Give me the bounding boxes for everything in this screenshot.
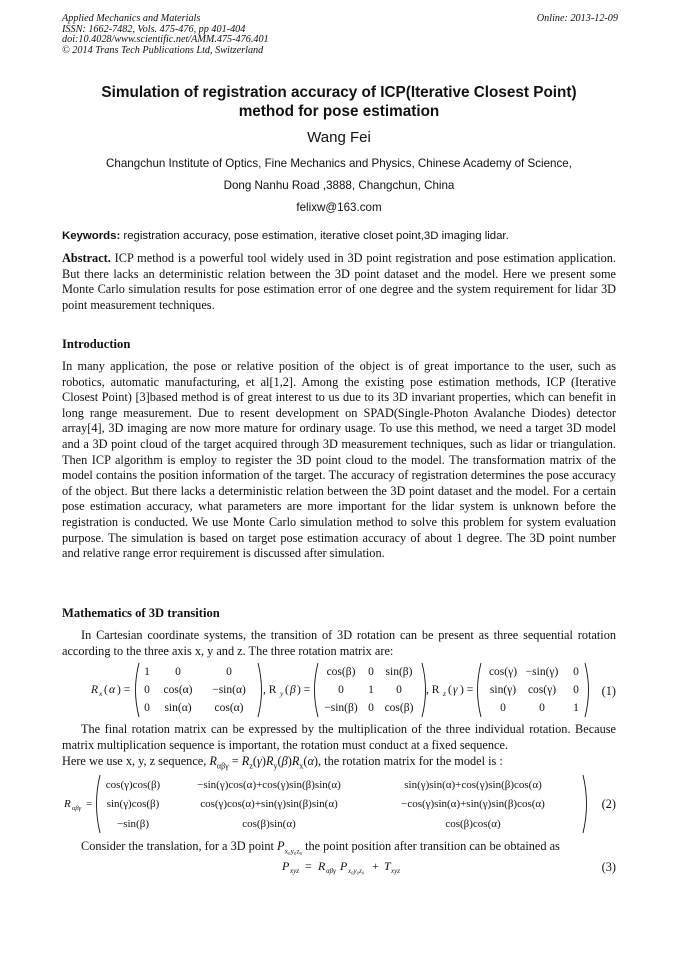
r-cell-0-1: −sin(γ)cos(α)+cos(γ)sin(β)sin(α) <box>197 779 341 791</box>
rx-cell-0-0: 1 <box>144 666 150 678</box>
ry-beta: β <box>290 684 296 696</box>
p4-pre: Consider the translation, for a 3D point <box>81 839 274 853</box>
rx-cell-1-1: cos(α) <box>163 684 193 696</box>
ry-cell-1-0: 0 <box>338 684 344 696</box>
abstract-label: Abstract. <box>62 251 111 265</box>
keywords <box>62 229 616 245</box>
rx-symbol: R <box>91 684 99 696</box>
svg-text:R: R <box>64 798 71 810</box>
title-line-2: method for pose estimation <box>238 103 440 120</box>
equation-3-number: (3) <box>601 860 616 874</box>
abstract-text: ICP method is a powerful tool widely used in 3D point registration and pose estimation application. But there lacks an deterministic relation between the 3D point dataset and the model. Here we present some Monte Carlo simulation results for pose estimation error of one degree and the system requirement for lidar 3D point measurement techniques. <box>62 251 616 312</box>
mathematics-heading: Mathematics of 3D transition <box>62 606 220 620</box>
ry-cell-2-1: 0 <box>368 702 374 714</box>
mathematics-paragraph-3: Here we use x, y, z sequence, $R_{\alpha\beta\gamma} = R_z(\gamma)R_y(\beta)R_x(\alpha)$, the rotation matrix for the model is : <box>62 754 503 771</box>
r-cell-1-1: cos(γ)cos(α)+sin(γ)sin(β)sin(α) <box>200 798 338 810</box>
author-name: Wang Fei <box>307 129 371 146</box>
r-cell-2-2: cos(β)cos(α) <box>445 818 501 830</box>
svg-text:) =: ) = <box>117 684 131 696</box>
issn-line: ISSN: 1662-7482, Vols. 475-476, pp 401-404 <box>62 23 246 35</box>
eq3-lhs-sub: xyz <box>290 867 299 875</box>
eq3-t: T <box>384 859 391 873</box>
mathematics-paragraph-2: The final rotation matrix can be expressed by the multiplication of the three individual rotation. Because matrix multiplication sequence is important, the rotation must conduct at a fixed sequence. <box>62 722 616 752</box>
ry-cell-1-2: 0 <box>396 684 402 696</box>
equation-3 <box>0 854 678 878</box>
svg-text:) =: ) = <box>460 684 474 696</box>
p3-post: , the rotation matrix for the model is : <box>318 754 503 768</box>
p4-point-subscript: x₀y₀z₀ <box>284 847 302 856</box>
author-email[interactable]: felixw@163.com <box>296 201 382 214</box>
paper-title <box>62 83 616 121</box>
svg-text:, R: , R <box>263 684 277 696</box>
svg-text:, R: , R <box>426 684 440 696</box>
r-cell-2-1: cos(β)sin(α) <box>242 818 296 830</box>
rx-subscript: x <box>99 689 103 698</box>
rz-cell-2-1: 0 <box>539 702 545 714</box>
journal-header <box>62 14 618 56</box>
affiliation-line-1: Changchun Institute of Optics, Fine Mechanics and Physics, Chinese Academy of Science, <box>106 157 572 170</box>
r-cell-0-2: sin(γ)sin(α)+cos(γ)sin(β)cos(α) <box>404 779 542 791</box>
r-cell-1-0: sin(γ)cos(β) <box>106 798 160 810</box>
r-cell-1-2: −cos(γ)sin(α)+sin(γ)sin(β)cos(α) <box>401 798 545 810</box>
affiliation-line-2: Dong Nanhu Road ,3888, Changchun, China <box>223 179 455 192</box>
eq3-p: P <box>340 859 348 873</box>
ry-cell-0-1: 0 <box>368 666 374 678</box>
eq3-lhs: P <box>282 859 290 873</box>
keywords-label: Keywords: <box>62 230 121 242</box>
ry-cell-0-2: sin(β) <box>385 666 413 678</box>
ry-cell-2-0: −sin(β) <box>324 702 358 714</box>
rz-cell-2-0: 0 <box>500 702 506 714</box>
equation-2 <box>0 772 678 836</box>
svg-text:=: = <box>86 798 93 810</box>
mathematics-paragraph-1: In Cartesian coordinate systems, the transition of 3D rotation can be present as three sequential rotation according to the three axis x, y and z. The three rotation matrix are: <box>62 628 616 658</box>
ry-cell-1-1: 1 <box>368 684 374 696</box>
r-cell-2-0: −sin(β) <box>117 818 149 830</box>
svg-text:αβγ: αβγ <box>72 805 82 812</box>
rx-cell-2-0: 0 <box>144 702 150 714</box>
eq3-r: R <box>318 859 326 873</box>
svg-text:=: = <box>305 859 312 873</box>
copyright-line: © 2014 Trans Tech Publications Ltd, Switzerland <box>62 44 264 56</box>
svg-text:(: ( <box>104 684 108 696</box>
svg-text:z: z <box>443 689 446 698</box>
rx-cell-2-1: sin(α) <box>164 702 192 714</box>
rx-cell-0-2: 0 <box>226 666 232 678</box>
ry-cell-2-2: cos(β) <box>384 702 414 714</box>
introduction-text: In many application, the pose or relative position of the object is of great importance to the user, such as robotics, automatic manufacturing, et al[1,2]. Among the existing pose estimation methods, ICP (Iterative Closest Point) [3]based method is of great interest to us due to its 3D invariant properties, which can benefit in long range measurement. Due to resent development on SPAD(Single-Photon Avalanche Diodes) detector array[4], 3D imaging are now more mature for ordinary usage. To use this method, we need a target 3D model and a 3D point cloud of the target acquired through 3D measurement techniques, such as lidar or triangulation. Then ICP algorithm is employ to register the 3D point cloud to the model. The transformation matrix of the model contains the position information of the target. The accuracy of registration determines the pose accuracy of the object. But there lacks a deterministic relation between the 3D point dataset and the model. For a certain pose estimation accuracy, what parameters are more important for the lidar system is unknown before the registration is conducted. We use Monte Carlo simulation method to solve this problem for system evaluation purpose. The simulation is based on target pose estimation accuracy of about 1 degree. The 3D point number and relative range error requirement is discussed after simulation. <box>62 359 616 561</box>
eq3-r-sub: αβγ <box>326 867 336 875</box>
introduction-heading: Introduction <box>62 337 131 351</box>
svg-text:y: y <box>280 689 284 698</box>
rx-cell-0-1: 0 <box>175 666 181 678</box>
abstract <box>62 251 616 313</box>
rz-cell-1-2: 0 <box>573 684 579 696</box>
rz-cell-0-0: cos(γ) <box>488 666 518 678</box>
eq3-p-sub: x₀y₀z₀ <box>348 867 365 875</box>
r-cell-0-0: cos(γ)cos(β) <box>105 779 161 791</box>
equation-1-number: (1) <box>601 684 616 698</box>
journal-name: Applied Mechanics and Materials <box>62 13 201 24</box>
svg-text:(: ( <box>448 684 452 696</box>
eq3-t-sub: xyz <box>391 867 400 875</box>
p3-pre: Here we use x, y, z sequence, <box>62 754 207 768</box>
rx-cell-2-2: cos(α) <box>214 702 244 714</box>
mathematics-paragraph-4: Consider the translation, for a 3D point $P_{x_0y_0z_0}$ the point position after transition can be obtained as <box>81 839 560 856</box>
rx-cell-1-0: 0 <box>144 684 150 696</box>
p4-post: the point position after transition can be obtained as <box>305 839 560 853</box>
rz-gamma: γ <box>453 684 458 696</box>
rz-cell-0-1: −sin(γ) <box>525 666 559 678</box>
seq-subscript: αβγ <box>216 761 229 771</box>
rz-cell-2-2: 1 <box>573 702 579 714</box>
rx-alpha: α <box>109 684 116 696</box>
keywords-text: registration accuracy, pose estimation, iterative closet point,3D imaging lidar. <box>120 230 509 242</box>
svg-text:(: ( <box>285 684 289 696</box>
rz-cell-1-1: cos(γ) <box>527 684 557 696</box>
equation-2-number: (2) <box>601 797 616 811</box>
title-line-1: Simulation of registration accuracy of ICP(Iterative Closest Point) <box>101 84 577 101</box>
rz-cell-1-0: sin(γ) <box>489 684 517 696</box>
online-date: Online: 2013-12-09 <box>536 13 618 24</box>
ry-cell-0-0: cos(β) <box>326 666 356 678</box>
doi-line: doi:10.4028/www.scientific.net/AMM.475-476.401 <box>62 34 269 46</box>
svg-text:) =: ) = <box>297 684 311 696</box>
svg-text:+: + <box>372 859 379 873</box>
rz-cell-0-2: 0 <box>573 666 579 678</box>
equation-1 <box>0 660 678 720</box>
rx-cell-1-2: −sin(α) <box>212 684 246 696</box>
